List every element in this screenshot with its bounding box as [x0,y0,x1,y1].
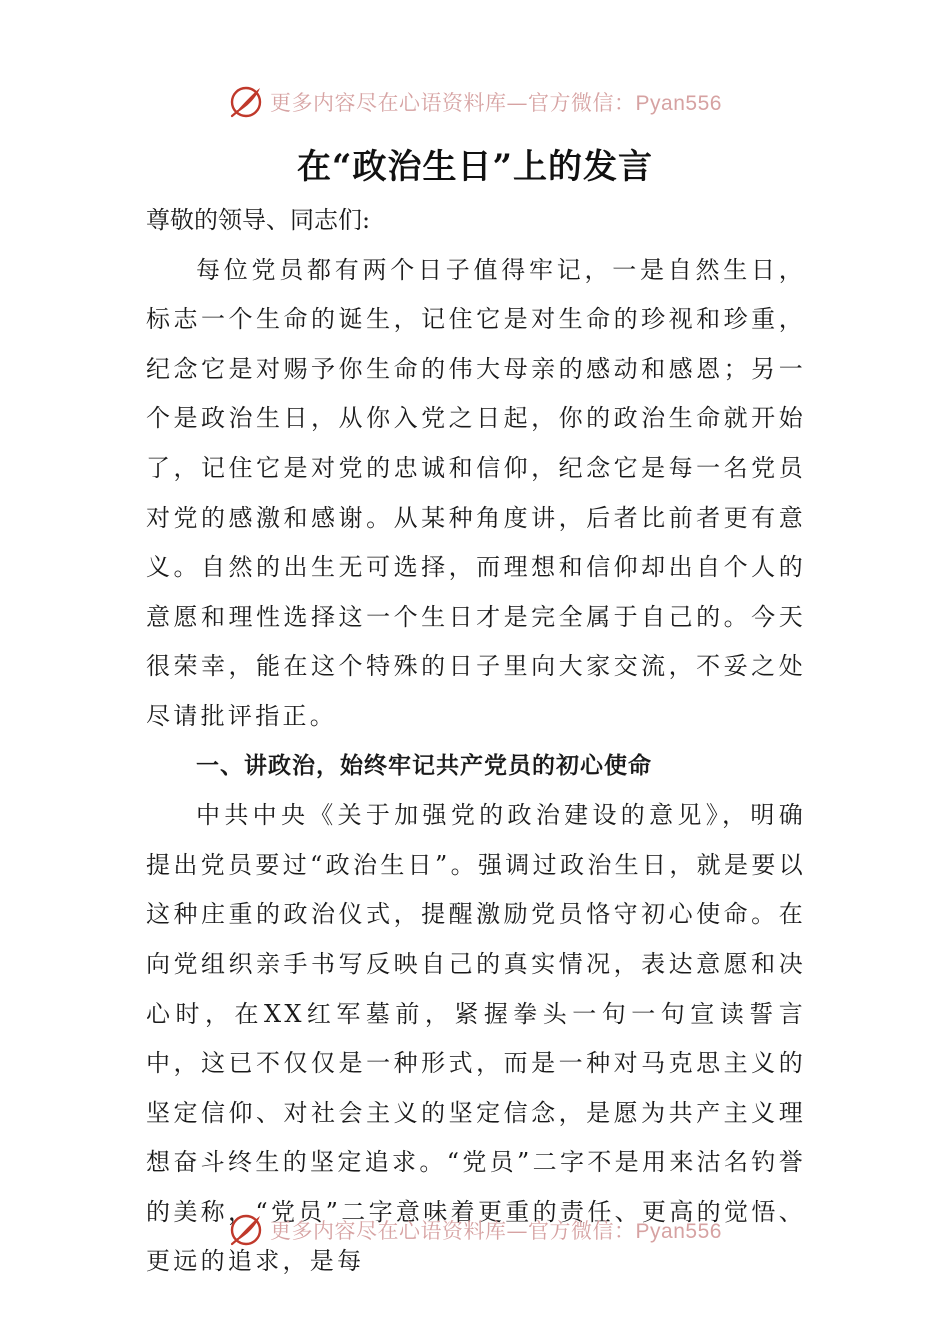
header-watermark [0,82,950,122]
salutation: 尊敬的领导、同志们: [146,206,371,234]
document-title: 在“政治生日”上的发言 [296,147,654,187]
wechat-id: Pyan556 [635,92,722,115]
paragraph-intro: 每位党员都有两个日子值得牢记，一是自然生日，标志一个生命的诞生，记住它是对生命的珍视和珍重，纪念它是对赐予你生命的伟大母亲的感动和感恩；另一个是政治生日，从你入党之日起，你的政治生命就开始了，记住它是对党的忠诚和信仰，纪念它是每一名党员对党的感激和感谢。从某种角度讲，后者比前者更有意义。自然的出生无可选择，而理想和信仰却出自个人的意愿和理性选择这一个生日才是完全属于自己的。今天很荣幸，能在这个特殊的日子里向大家交流，不妥之处尽请批评指正。 [146,255,806,730]
paragraph-section-1: 中共中央《关于加强党的政治建设的意见》，明确提出党员要过“政治生日”。强调过政治生日，就是要以这种庄重的政治仪式，提醒激励党员恪守初心使命。在向党组织亲手书写反映自己的真实情况，表达意愿和决心时，在XX红军墓前，紧握拳头一句一句宣读誓言中，这已不仅仅是一种形式，而是一种对马克思主义的坚定信仰、对社会主义的坚定信念，是愿为共产主义理想奋斗终生的坚定追求。“党员”二字不是用来沽名钓誉的美称，“党员”二字意味着更重的责任、更高的觉悟、更远的追求，是每 [146,801,806,1276]
footer-watermark [0,1210,950,1250]
quill-pen-circle-icon [228,1212,264,1248]
wechat-id: Pyan556 [635,1220,722,1243]
quill-pen-circle-icon [228,84,264,120]
section-heading-1: 一、讲政治，始终牢记共产党员的初心使命 [196,752,652,779]
document-body [146,196,806,1287]
watermark-text: 更多内容尽在心语资料库—官方微信：Pyan556 [270,91,722,115]
watermark-text: 更多内容尽在心语资料库—官方微信：Pyan556 [270,1219,722,1243]
